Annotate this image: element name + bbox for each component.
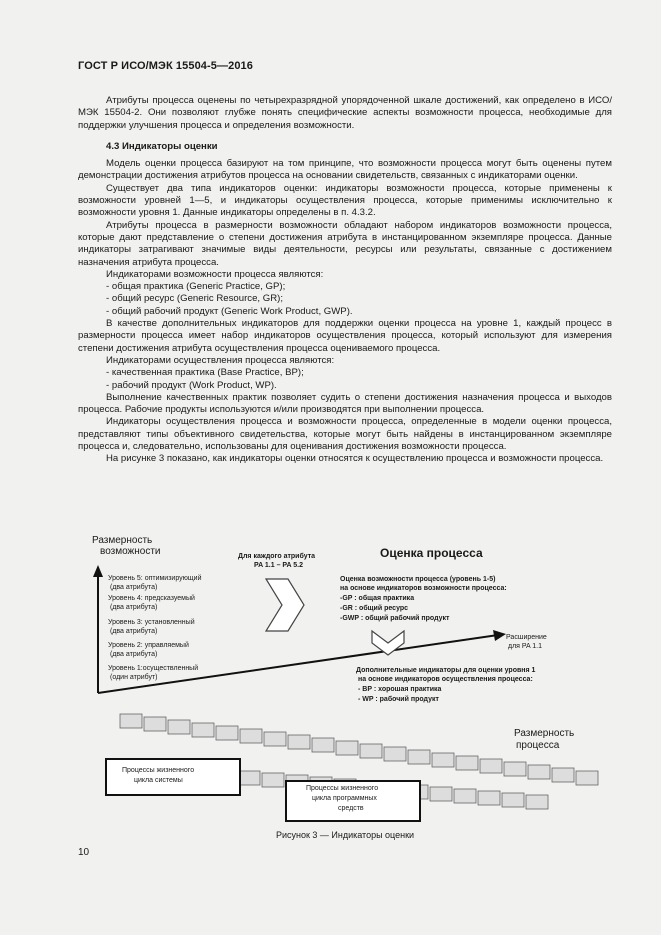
capability-axis-arrowhead [93,565,103,577]
level-4-attrs: (два атрибута) [110,604,158,611]
body-text [78,95,612,466]
page-number: 10 [78,847,90,858]
figure-title: Оценка процесса [380,546,483,560]
extra-box-line: - WP : рабочий продукт [358,696,439,703]
paragraph: Модель оценки процесса базируют на том принципе, что возможности процесса могут быть оценены путем демонстрации достижения атрибутов процесса на основании свидетельств, связанных с индикаторами оценки. [78,158,612,182]
process-axis-label-1: Размерность [514,728,575,739]
process-axis-arrowhead [493,630,506,641]
attribute-range-label: PA 1.1 – PA 5.2 [254,562,304,569]
level-2-label: Уровень 2: управляемый [108,642,189,649]
list-item: - качественная практика (Base Practice, BP); [106,367,304,379]
expansion-attr: для PA 1.1 [508,643,543,650]
level-1-attrs: (один атрибут) [110,674,158,681]
system-box-label: Процессы жизненного [122,767,195,774]
paragraph: Индикаторы осуществления процесса и возможности процесса, определенные в модели оценки процесса, представляют типы объективного свидетельства, которые могут быть найдены в инстанцированном экземпляре процесса и, следовательно, использованы для оценивания достижения возможности процесса. [78,416,612,453]
cap-box-line: -GR : общий ресурс [340,605,409,612]
level-1-label: Уровень 1:осуществленный [108,665,199,672]
cap-box-line: -GP : общая практика [340,595,415,602]
paragraph: Существует два типа индикаторов оценки: индикаторы возможности процесса, которые применены к возможности уровней 1—5, и индикаторы осуществления процесса, которые применимы исключительно к возможности уровня 1. Данные индикаторы определены в п. 4.3.2. [78,182,612,219]
section-title: 4.3 Индикаторы оценки [106,140,218,152]
expansion-label: Расширение [506,634,547,641]
paragraph: В качестве дополнительных индикаторов для поддержки оценки процесса на уровне 1, каждый процесс в размерности процесса имеет набор индикаторов осуществления процесса, который используют для измерения степени достижения атрибута осуществления процесса оцениваемого процесса. [78,318,612,354]
level-5-label: Уровень 5: оптимизирующий [108,575,202,582]
intro-paragraph: Атрибуты процесса оценены по четырехразрядной упорядоченной шкале достижений, как определено в ИСО/МЭК 15504-2. Они позволяют глубже понять специфические аспекты возможности процесса, необходимые для поддержки улучшения процесса и определения возможности. [78,95,612,131]
software-box-label: цикла программных [312,795,377,802]
chevron-arrow [266,579,304,631]
each-attribute-label: Для каждого атрибута [238,553,316,560]
level-2-attrs: (два атрибута) [110,651,158,658]
figure-caption: Рисунок 3 — Индикаторы оценки [275,830,415,840]
list-intro: Индикаторами осуществления процесса являются: [106,354,335,366]
cap-box-line: -GWP : общий рабочий продукт [340,615,450,622]
software-box-label: средств [338,805,364,812]
figure-3 [88,533,628,833]
extra-box-line: - BP : хорошая практика [358,686,442,693]
list-item: - общий ресурс (Generic Resource, GR); [106,293,284,305]
capability-axis-label-1: Размерность [92,535,153,546]
cap-box-line: на основе индикаторов возможности процесса: [340,585,507,592]
extra-box-line: на основе индикаторов осуществления процесса: [358,676,533,683]
capability-axis-label-2: возможности [100,546,161,557]
paragraph: На рисунке 3 показано, как индикаторы оценки относятся к осуществлению процесса и возможности процесса. [106,453,604,465]
list-item: - общий рабочий продукт (Generic Work Product, GWP). [106,305,353,317]
level-3-label: Уровень 3: установленный [108,619,195,626]
list-item: - общая практика (Generic Practice, GP); [106,281,286,293]
system-box-label: цикла системы [134,777,183,784]
list-item: - рабочий продукт (Work Product, WP). [106,379,277,391]
software-box-label: Процессы жизненного [306,785,379,792]
paragraph: Атрибуты процесса в размерности возможности обладают набором индикаторов возможности процесса, которые дают представление о степени достижения атрибута в инстанцированном экземпляре процесса. Данные индикаторы затрагивают значимые виды деятельности, ресурсы или результаты, связанные с достижением назначения атрибута процесса. [78,219,612,268]
paragraph: Выполнение качественных практик позволяет судить о степени достижения назначения процесса и выходов процесса. Рабочие продукты используются и/или производятся при выполнении процесса. [78,391,612,416]
down-chevron-arrow [372,631,404,655]
page-header: ГОСТ Р ИСО/МЭК 15504-5—2016 [78,60,253,72]
process-axis-label-2: процесса [516,740,560,751]
level-5-attrs: (два атрибута) [110,584,158,591]
level-3-attrs: (два атрибута) [110,628,158,635]
level-4-label: Уровень 4: предсказуемый [108,595,195,602]
cap-box-line: Оценка возможности процесса (уровень 1-5) [340,576,496,583]
extra-box-line: Дополнительные индикаторы для оценки уровня 1 [356,667,536,674]
list-intro: Индикаторами возможности процесса являются: [106,268,324,280]
